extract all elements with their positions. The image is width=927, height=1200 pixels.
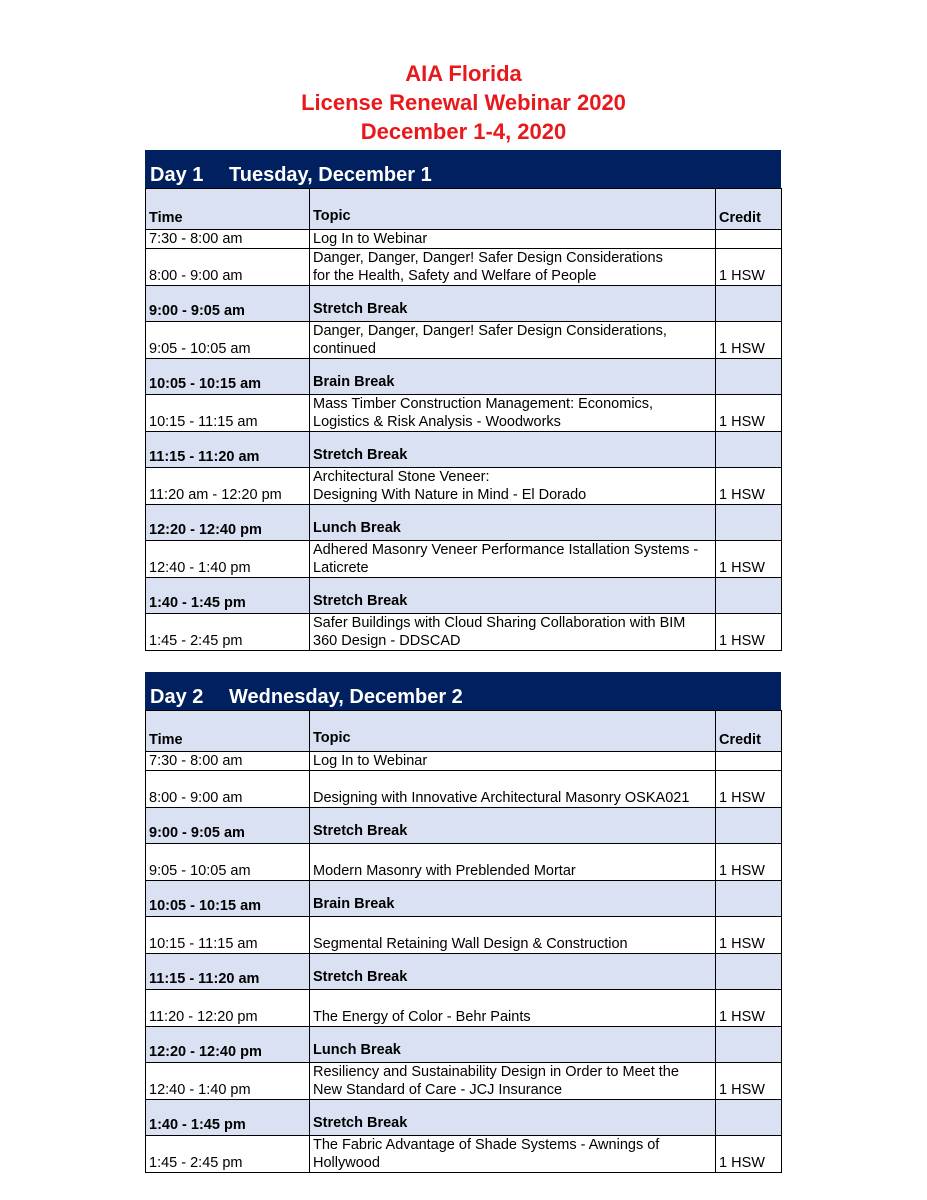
credit-cell — [716, 432, 782, 468]
break-row — [146, 808, 782, 844]
topic-line: Hollywood — [313, 1155, 380, 1171]
credit-cell: 1 HSW — [716, 917, 782, 954]
credit-cell — [716, 954, 782, 990]
topic-cell — [310, 468, 716, 505]
session-row — [146, 771, 782, 808]
day-header — [145, 150, 781, 188]
time-cell: 9:00 - 9:05 am — [146, 808, 310, 844]
topic-cell — [310, 808, 716, 844]
time-cell: 10:15 - 11:15 am — [146, 395, 310, 432]
topic-line: Resiliency and Sustainability Design in Order to Meet the — [313, 1064, 679, 1080]
topic-line: New Standard of Care - JCJ Insurance — [313, 1082, 563, 1098]
topic-cell — [310, 1100, 716, 1136]
topic-cell — [310, 432, 716, 468]
time-cell: 11:15 - 11:20 am — [146, 954, 310, 990]
time-cell: 1:40 - 1:45 pm — [146, 1100, 310, 1136]
topic-line: Logistics & Risk Analysis - Woodworks — [313, 414, 561, 430]
time-cell: 11:20 am - 12:20 pm — [146, 468, 310, 505]
column-header-credit: Credit — [716, 189, 782, 230]
topic-line: The Energy of Color - Behr Paints — [313, 1009, 531, 1025]
session-row — [146, 844, 782, 881]
topic-line: Lunch Break — [313, 1042, 401, 1058]
credit-cell: 1 HSW — [716, 468, 782, 505]
topic-line: Stretch Break — [313, 447, 408, 463]
break-row — [146, 432, 782, 468]
time-cell: 9:05 - 10:05 am — [146, 322, 310, 359]
break-row — [146, 359, 782, 395]
time-cell: 1:45 - 2:45 pm — [146, 1136, 310, 1173]
time-cell: 11:20 - 12:20 pm — [146, 990, 310, 1027]
session-row — [146, 990, 782, 1027]
topic-cell — [310, 917, 716, 954]
session-row — [146, 322, 782, 359]
topic-line: Mass Timber Construction Management: Economics, — [313, 396, 654, 412]
credit-cell: 1 HSW — [716, 322, 782, 359]
credit-cell — [716, 752, 782, 771]
day-name: Wednesday, December 2 — [229, 686, 463, 708]
topic-cell — [310, 578, 716, 614]
topic-cell — [310, 1063, 716, 1100]
column-header-time: Time — [146, 711, 310, 752]
column-header-credit: Credit — [716, 711, 782, 752]
time-cell: 10:15 - 11:15 am — [146, 917, 310, 954]
time-cell: 1:45 - 2:45 pm — [146, 614, 310, 651]
topic-line: Danger, Danger, Danger! Safer Design Considerations — [313, 250, 663, 266]
time-cell: 7:30 - 8:00 am — [146, 752, 310, 771]
time-cell: 12:20 - 12:40 pm — [146, 505, 310, 541]
topic-line: Log In to Webinar — [313, 231, 428, 247]
title-line-3: December 1-4, 2020 — [360, 119, 567, 144]
topic-line: for the Health, Safety and Welfare of People — [313, 268, 597, 284]
topic-cell — [310, 990, 716, 1027]
topic-line: Stretch Break — [313, 823, 408, 839]
schedule-table — [145, 710, 782, 1173]
topic-line: Adhered Masonry Veneer Performance Istallation Systems - — [313, 542, 699, 558]
schedule-table — [145, 188, 782, 651]
topic-cell — [310, 359, 716, 395]
credit-cell: 1 HSW — [716, 395, 782, 432]
credit-cell — [716, 1100, 782, 1136]
time-cell: 12:40 - 1:40 pm — [146, 541, 310, 578]
topic-line: Designing with Innovative Architectural Masonry OSKA021 — [313, 790, 690, 806]
day-label: Day 2 — [150, 686, 204, 708]
session-row — [146, 230, 782, 249]
topic-line: Log In to Webinar — [313, 753, 428, 769]
session-row — [146, 249, 782, 286]
time-cell: 10:05 - 10:15 am — [146, 359, 310, 395]
credit-cell: 1 HSW — [716, 249, 782, 286]
topic-cell — [310, 1027, 716, 1063]
topic-cell — [310, 322, 716, 359]
time-cell: 12:20 - 12:40 pm — [146, 1027, 310, 1063]
credit-cell — [716, 505, 782, 541]
credit-cell: 1 HSW — [716, 844, 782, 881]
session-row — [146, 752, 782, 771]
topic-line: Stretch Break — [313, 593, 408, 609]
topic-cell — [310, 614, 716, 651]
topic-cell — [310, 505, 716, 541]
topic-line: Laticrete — [313, 560, 369, 576]
topic-line: Safer Buildings with Cloud Sharing Collaboration with BIM — [313, 615, 686, 631]
break-row — [146, 578, 782, 614]
topic-line: Stretch Break — [313, 301, 408, 317]
break-row — [146, 1100, 782, 1136]
title-line-1: AIA Florida — [405, 61, 522, 86]
break-row — [146, 286, 782, 322]
credit-cell — [716, 230, 782, 249]
topic-line: Modern Masonry with Preblended Mortar — [313, 863, 576, 879]
topic-line: Lunch Break — [313, 520, 401, 536]
day-header — [145, 672, 781, 710]
break-row — [146, 954, 782, 990]
topic-cell — [310, 954, 716, 990]
session-row — [146, 1136, 782, 1173]
time-cell: 1:40 - 1:45 pm — [146, 578, 310, 614]
time-cell: 10:05 - 10:15 am — [146, 881, 310, 917]
topic-line: Brain Break — [313, 374, 395, 390]
column-header-time: Time — [146, 189, 310, 230]
topic-cell — [310, 541, 716, 578]
topic-cell — [310, 752, 716, 771]
credit-cell — [716, 578, 782, 614]
session-row — [146, 468, 782, 505]
table-header-row — [146, 189, 782, 230]
credit-cell: 1 HSW — [716, 1136, 782, 1173]
session-row — [146, 917, 782, 954]
topic-cell — [310, 286, 716, 322]
topic-line: 360 Design - DDSCAD — [313, 633, 461, 649]
credit-cell: 1 HSW — [716, 771, 782, 808]
day-1-schedule — [145, 150, 781, 651]
topic-line: Danger, Danger, Danger! Safer Design Considerations, — [313, 323, 667, 339]
topic-line: Architectural Stone Veneer: — [313, 469, 490, 485]
topic-line: Designing With Nature in Mind - El Dorado — [313, 487, 587, 503]
day-label: Day 1 — [150, 164, 204, 186]
session-row — [146, 541, 782, 578]
topic-cell — [310, 1136, 716, 1173]
time-cell: 9:05 - 10:05 am — [146, 844, 310, 881]
time-cell: 8:00 - 9:00 am — [146, 249, 310, 286]
topic-cell — [310, 230, 716, 249]
session-row — [146, 614, 782, 651]
time-cell: 9:00 - 9:05 am — [146, 286, 310, 322]
credit-cell — [716, 359, 782, 395]
day-name: Tuesday, December 1 — [229, 164, 432, 186]
credit-cell: 1 HSW — [716, 614, 782, 651]
topic-line: The Fabric Advantage of Shade Systems - Awnings of — [313, 1137, 660, 1153]
topic-line: Stretch Break — [313, 1115, 408, 1131]
day-2-schedule — [145, 672, 781, 1173]
credit-cell: 1 HSW — [716, 1063, 782, 1100]
credit-cell — [716, 286, 782, 322]
credit-cell: 1 HSW — [716, 990, 782, 1027]
title-line-2: License Renewal Webinar 2020 — [301, 90, 626, 115]
break-row — [146, 881, 782, 917]
break-row — [146, 505, 782, 541]
topic-line: Stretch Break — [313, 969, 408, 985]
table-header-row — [146, 711, 782, 752]
column-header-topic: Topic — [310, 711, 716, 752]
time-cell: 7:30 - 8:00 am — [146, 230, 310, 249]
topic-cell — [310, 395, 716, 432]
credit-cell — [716, 881, 782, 917]
time-cell: 8:00 - 9:00 am — [146, 771, 310, 808]
topic-line: continued — [313, 341, 376, 357]
credit-cell — [716, 1027, 782, 1063]
topic-line: Segmental Retaining Wall Design & Construction — [313, 936, 628, 952]
topic-cell — [310, 844, 716, 881]
topic-cell — [310, 249, 716, 286]
session-row — [146, 1063, 782, 1100]
break-row — [146, 1027, 782, 1063]
credit-cell — [716, 808, 782, 844]
session-row — [146, 395, 782, 432]
topic-cell — [310, 881, 716, 917]
column-header-topic: Topic — [310, 189, 716, 230]
time-cell: 12:40 - 1:40 pm — [146, 1063, 310, 1100]
credit-cell: 1 HSW — [716, 541, 782, 578]
topic-line: Brain Break — [313, 896, 395, 912]
topic-cell — [310, 771, 716, 808]
time-cell: 11:15 - 11:20 am — [146, 432, 310, 468]
